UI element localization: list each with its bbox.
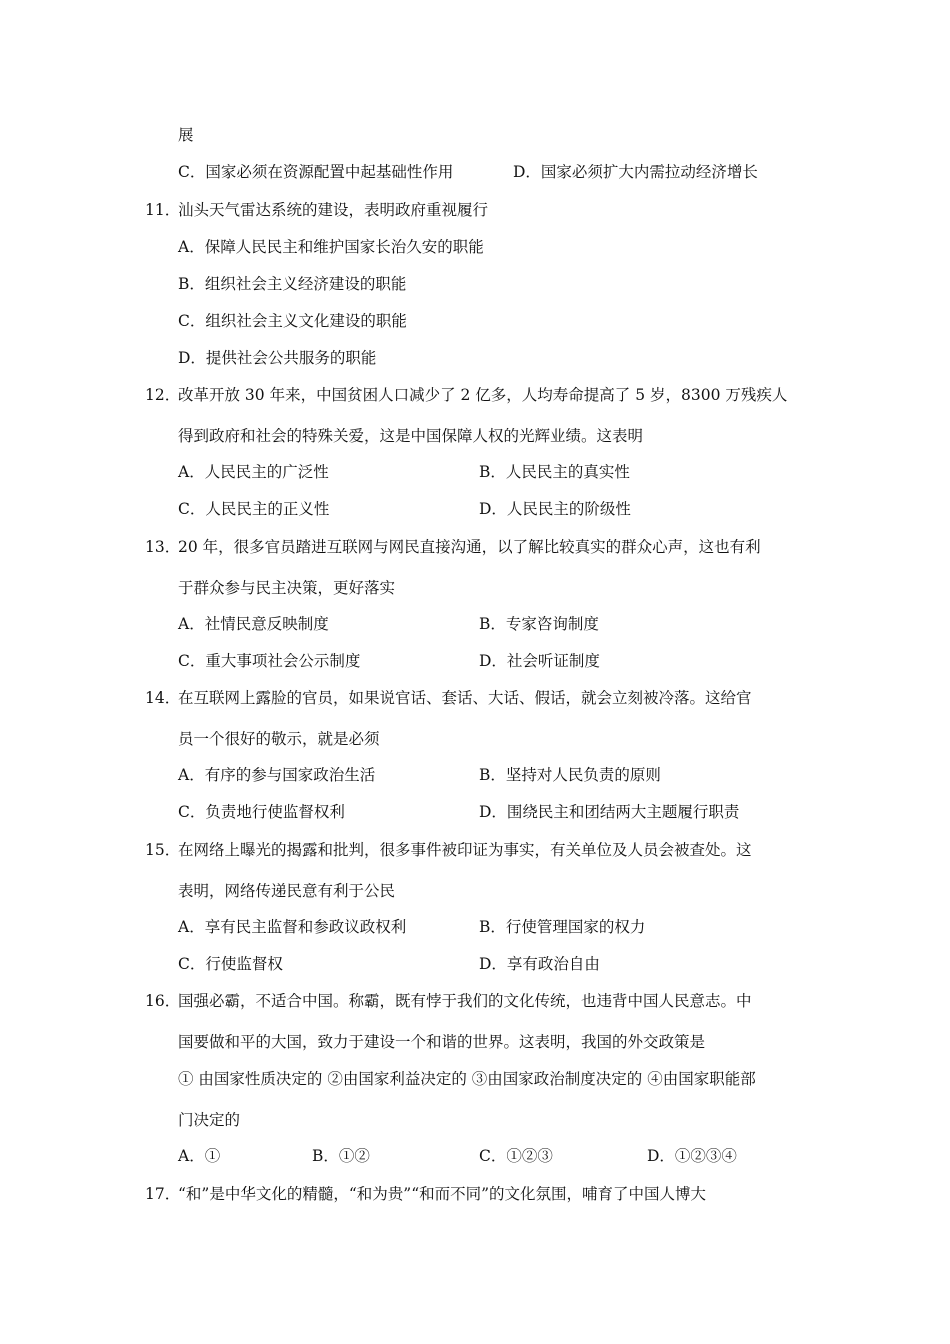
- option-c: C．组织社会主义文化建设的职能: [178, 312, 407, 330]
- option-a: A．人民民主的广泛性: [178, 463, 329, 481]
- option-d: D．人民民主的阶级性: [479, 500, 631, 518]
- option-d: D．围绕民主和团结两大主题履行职责: [479, 803, 740, 821]
- question-number: 12．: [145, 386, 181, 404]
- option-c: C．行使监督权: [178, 955, 283, 973]
- continuation-text: 展: [178, 126, 194, 144]
- option-a: A．社情民意反映制度: [178, 615, 329, 633]
- option-a: A．有序的参与国家政治生活: [178, 766, 376, 784]
- option-b: B．人民民主的真实性: [479, 463, 630, 481]
- option-d: D．社会听证制度: [479, 652, 600, 670]
- option-c: C．①②③: [479, 1147, 553, 1165]
- question-stem-cont: 得到政府和社会的特殊关爱，这是中国保障人权的光辉业绩。这表明: [178, 427, 644, 445]
- question-number: 16．: [145, 992, 181, 1010]
- question-stem: 改革开放 30 年来，中国贫困人口减少了 2 亿多，人均寿命提高了 5 岁，8300 万残疾人: [178, 386, 788, 404]
- question-stem: 汕头天气雷达系统的建设，表明政府重视履行: [178, 201, 489, 219]
- question-choices-line: ① 由国家性质决定的 ②由国家利益决定的 ③由国家政治制度决定的 ④由国家职能部: [178, 1070, 756, 1088]
- option-c: C．重大事项社会公示制度: [178, 652, 361, 670]
- question-number: 11．: [145, 201, 181, 219]
- question-stem-cont: 国要做和平的大国，致力于建设一个和谐的世界。这表明，我国的外交政策是: [178, 1033, 706, 1051]
- question-number: 17．: [145, 1185, 181, 1203]
- option-b: B．行使管理国家的权力: [479, 918, 646, 936]
- question-stem: 在互联网上露脸的官员，如果说官话、套话、大话、假话，就会立刻被冷落。这给官: [178, 689, 752, 707]
- option-c: C．负责地行使监督权利: [178, 803, 345, 821]
- option-b: B．坚持对人民负责的原则: [479, 766, 661, 784]
- option-c: C．国家必须在资源配置中起基础性作用: [178, 163, 454, 181]
- question-number: 13．: [145, 538, 181, 556]
- question-choices-cont: 门决定的: [178, 1111, 241, 1129]
- option-d: D．①②③④: [647, 1147, 737, 1165]
- question-stem-cont: 员一个很好的敬示，就是必须: [178, 730, 380, 748]
- question-number: 15．: [145, 841, 181, 859]
- option-b: B．专家咨询制度: [479, 615, 599, 633]
- option-a: A．保障人民民主和维护国家长治久安的职能: [178, 238, 484, 256]
- option-a: A．①: [178, 1147, 221, 1165]
- question-stem: 20 年，很多官员踏进互联网与网民直接沟通，以了解比较真实的群众心声，这也有利: [178, 538, 761, 556]
- question-stem-cont: 于群众参与民主决策，更好落实: [178, 579, 396, 597]
- option-d: D．提供社会公共服务的职能: [178, 349, 377, 367]
- option-b: B．组织社会主义经济建设的职能: [178, 275, 407, 293]
- option-b: B．①②: [312, 1147, 370, 1165]
- question-stem: 国强必霸，不适合中国。称霸，既有悖于我们的文化传统，也违背中国人民意志。中: [178, 992, 752, 1010]
- option-c: C．人民民主的正义性: [178, 500, 330, 518]
- option-d: D．国家必须扩大内需拉动经济增长: [513, 163, 758, 181]
- question-number: 14．: [145, 689, 181, 707]
- option-a: A．享有民主监督和参政议政权利: [178, 918, 407, 936]
- option-d: D．享有政治自由: [479, 955, 600, 973]
- question-stem-cont: 表明，网络传递民意有利于公民: [178, 882, 396, 900]
- question-stem: “和”是中华文化的精髓，“和为贵”“和而不同”的文化氛围，哺育了中国人博大: [178, 1185, 707, 1203]
- question-stem: 在网络上曝光的揭露和批判，很多事件被印证为事实，有关单位及人员会被查处。这: [178, 841, 752, 859]
